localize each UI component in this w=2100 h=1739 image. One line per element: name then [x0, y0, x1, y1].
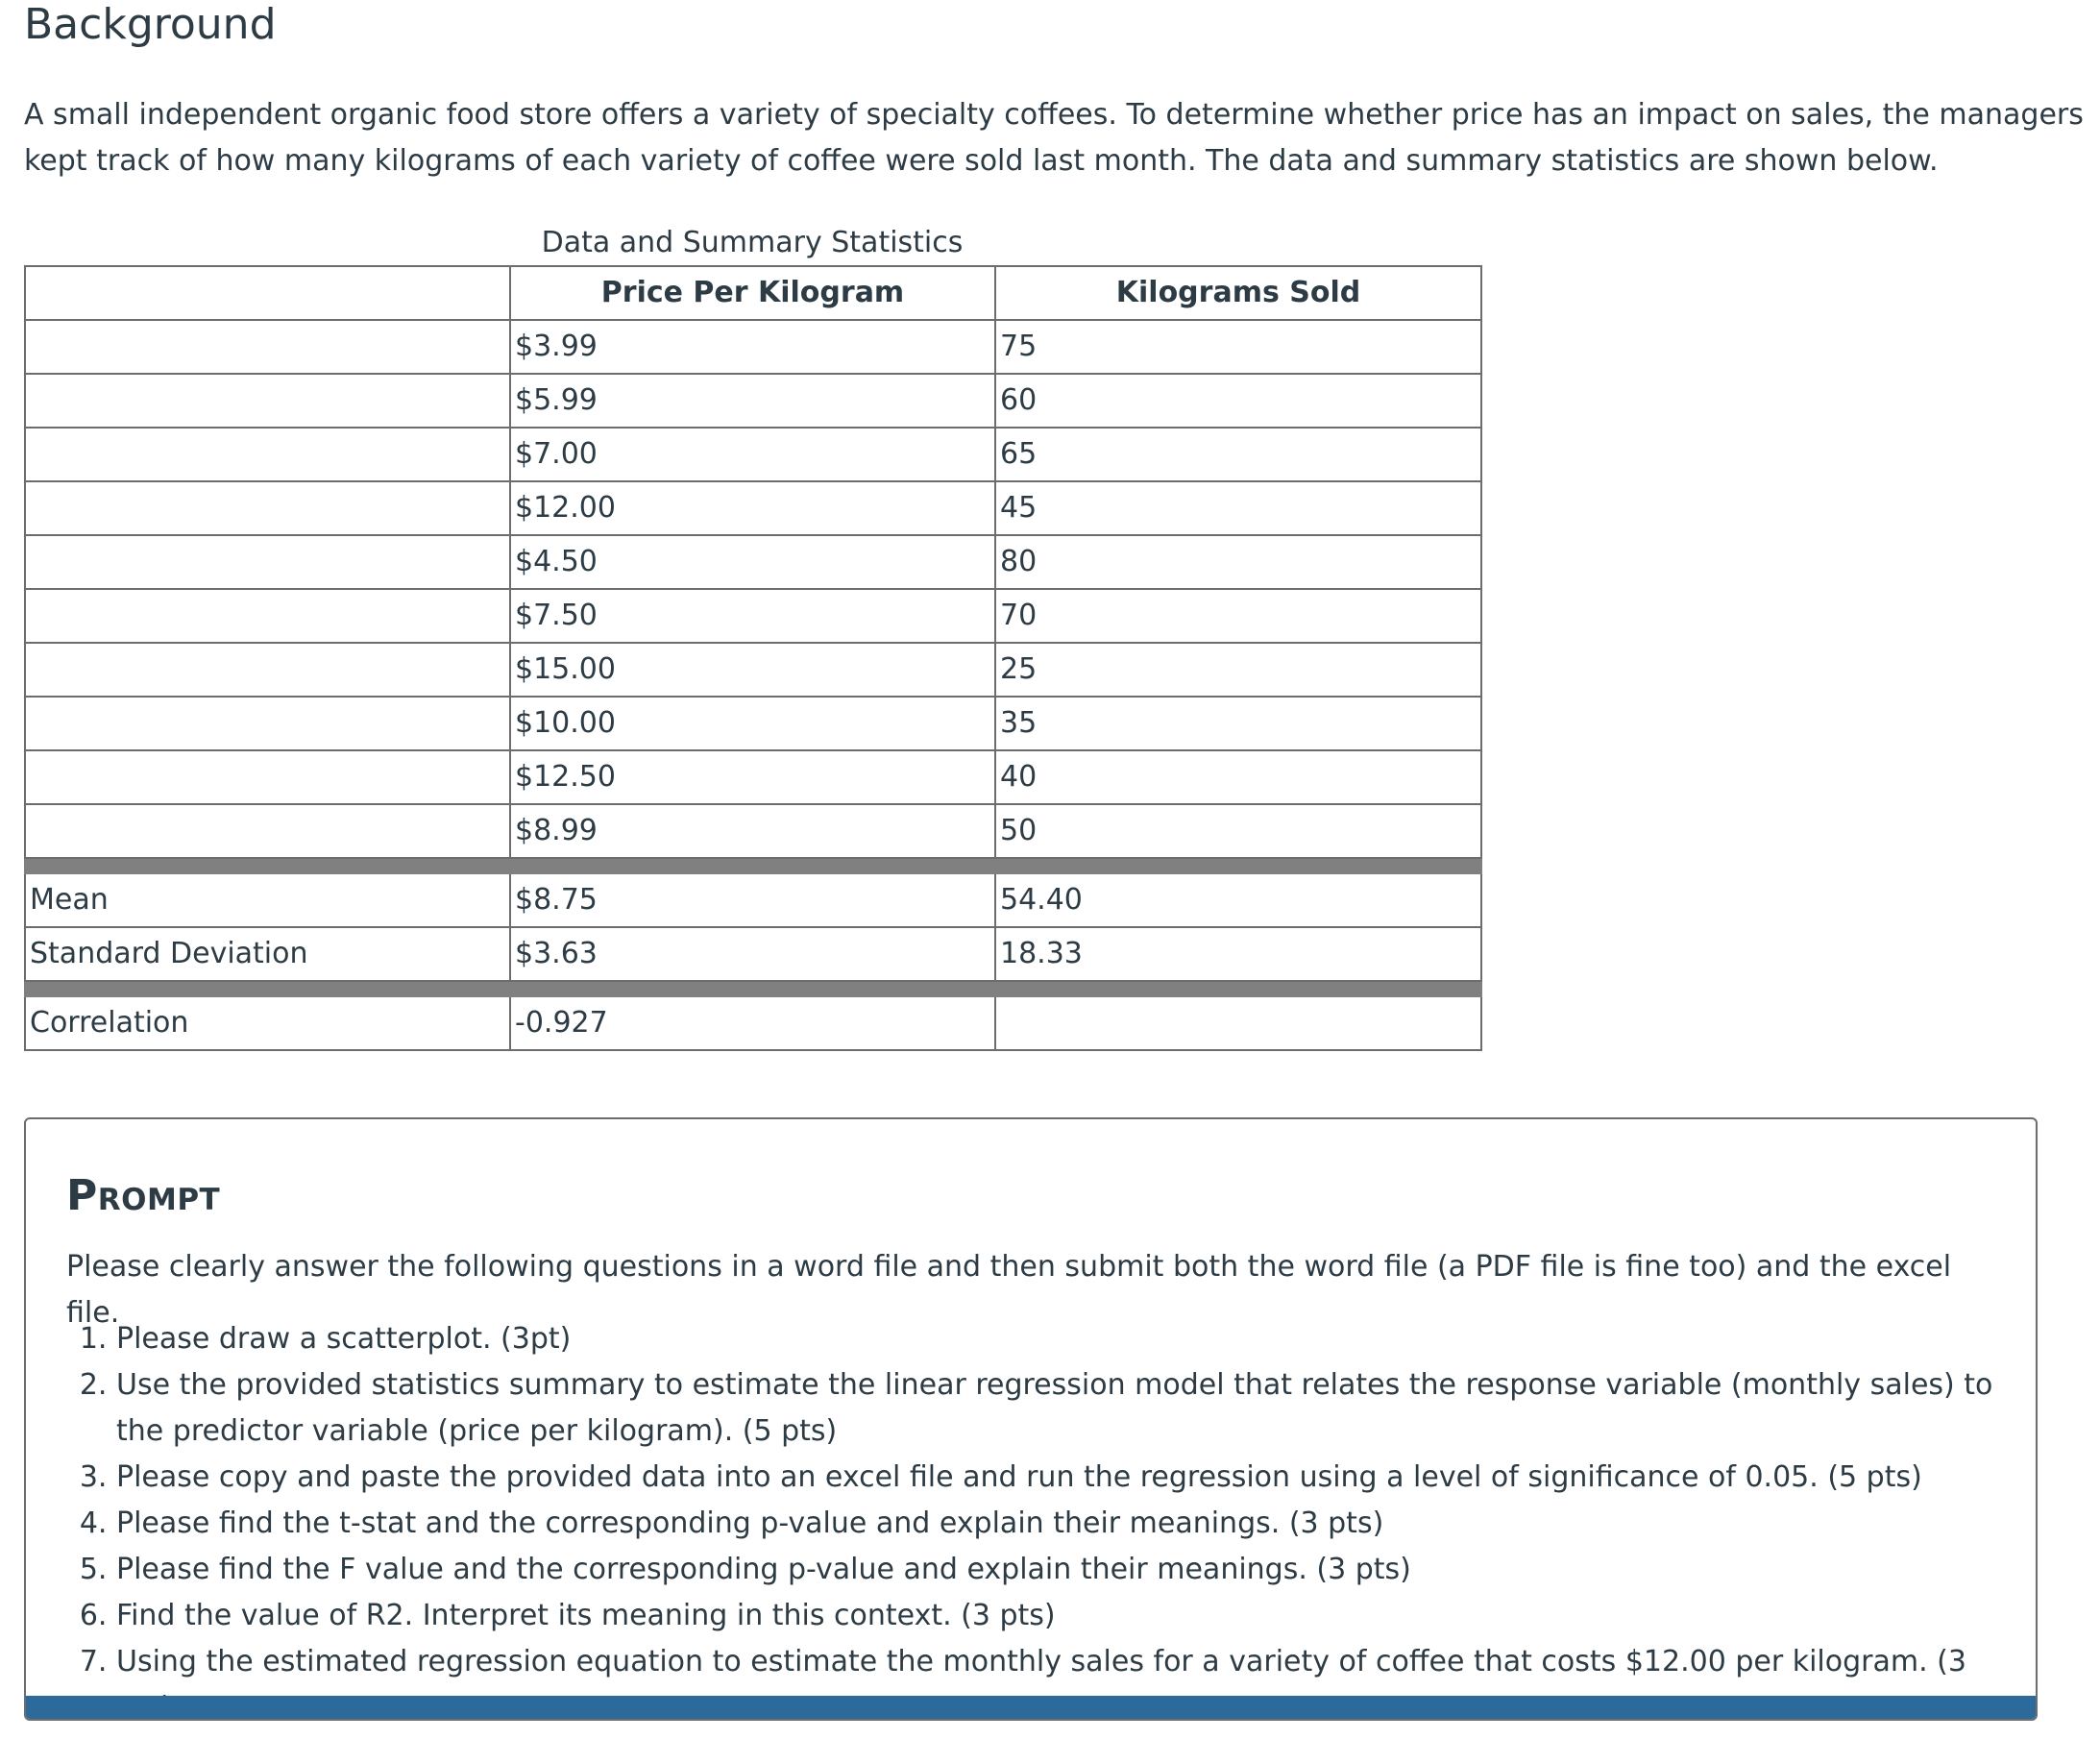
table-cell: $12.50: [510, 750, 995, 804]
list-item: 5. Please find the F value and the corresponding p-value and explain their meanings. (3 pts): [116, 1547, 2028, 1593]
list-item: 2. Use the provided statistics summary to estimate the linear regression model that relates the response variable (monthly sales) to the predictor variable (price per kilogram). (5 pts): [116, 1362, 2028, 1455]
table-cell: [25, 535, 510, 589]
table-row: [25, 481, 1481, 535]
table-cell: 45: [995, 481, 1481, 535]
table-cell: 54.40: [995, 873, 1481, 927]
table-row: [25, 374, 1481, 428]
correlation-row: [25, 996, 1481, 1050]
table-row: [25, 320, 1481, 374]
table-cell: 70: [995, 589, 1481, 643]
data-summary-table: [24, 265, 1482, 1051]
header-kg-sold: Kilograms Sold: [995, 266, 1481, 320]
prompt-box: [24, 1117, 2038, 1721]
table-row: [25, 589, 1481, 643]
table-cell: [25, 481, 510, 535]
table-cell: 25: [995, 643, 1481, 697]
question-list: [66, 1316, 2028, 1721]
table-row: [25, 697, 1481, 750]
list-item: 4. Please find the t-stat and the corresponding p-value and explain their meanings. (3 pts): [116, 1501, 2028, 1547]
table-cell: [25, 589, 510, 643]
table-separator: [25, 981, 1481, 996]
table-cell: [25, 804, 510, 858]
table-cell: 80: [995, 535, 1481, 589]
table-cell: [25, 320, 510, 374]
table-caption: Data and Summary Statistics: [541, 226, 964, 259]
table-cell: $7.50: [510, 589, 995, 643]
table-cell: [25, 643, 510, 697]
table-cell: Correlation: [25, 996, 510, 1050]
list-item: 3. Please copy and paste the provided data into an excel file and run the regression using a level of significance of 0.05. (5 pts): [116, 1455, 2028, 1501]
table-cell: $8.75: [510, 873, 995, 927]
table-cell: 35: [995, 697, 1481, 750]
table-cell: $3.99: [510, 320, 995, 374]
table-row: [25, 428, 1481, 481]
table-header-row: [25, 266, 1481, 320]
table-cell: $7.00: [510, 428, 995, 481]
table-cell: [995, 996, 1481, 1050]
table-cell: [25, 750, 510, 804]
table-cell: 18.33: [995, 927, 1481, 981]
list-item: 1. Please draw a scatterplot. (3pt): [116, 1316, 2028, 1362]
header-price: Price Per Kilogram: [510, 266, 995, 320]
summary-row: [25, 927, 1481, 981]
prompt-intro: Please clearly answer the following questions in a word file and then submit both the word file (a PDF file is fine too) and the excel file.: [66, 1250, 1952, 1330]
table-separator: [25, 858, 1481, 873]
table-cell: [25, 428, 510, 481]
table-cell: [25, 374, 510, 428]
table-row: [25, 804, 1481, 858]
background-intro: A small independent organic food store offers a variety of specialty coffees. To determine whether price has an impact on sales, the managers kept track of how many kilograms of each variety of coffee were sold last month. The data and summary statistics are shown below.: [24, 98, 2084, 178]
table-cell: $8.99: [510, 804, 995, 858]
table-cell: 60: [995, 374, 1481, 428]
table-cell: Standard Deviation: [25, 927, 510, 981]
table-cell: Mean: [25, 873, 510, 927]
table-cell: $3.63: [510, 927, 995, 981]
table-cell: $12.00: [510, 481, 995, 535]
table-row: [25, 535, 1481, 589]
table-row: [25, 750, 1481, 804]
table-cell: 50: [995, 804, 1481, 858]
table-cell: 75: [995, 320, 1481, 374]
table-cell: $4.50: [510, 535, 995, 589]
background-heading: Background: [24, 0, 277, 49]
table-cell: $10.00: [510, 697, 995, 750]
summary-row: [25, 873, 1481, 927]
table-cell: 65: [995, 428, 1481, 481]
table-cell: $15.00: [510, 643, 995, 697]
list-item: 6. Find the value of R2. Interpret its meaning in this context. (3 pts): [116, 1593, 2028, 1639]
table-cell: 40: [995, 750, 1481, 804]
table-row: [25, 643, 1481, 697]
prompt-title: Prompt: [66, 1171, 221, 1220]
table-cell: -0.927: [510, 996, 995, 1050]
list-item: 7. Using the estimated regression equation to estimate the monthly sales for a variety of coffee that costs $12.00 per kilogram. (3: [116, 1639, 2028, 1721]
header-blank: [25, 266, 510, 320]
table-cell: [25, 697, 510, 750]
prompt-accent-bar: [26, 1696, 2036, 1719]
table-cell: $5.99: [510, 374, 995, 428]
